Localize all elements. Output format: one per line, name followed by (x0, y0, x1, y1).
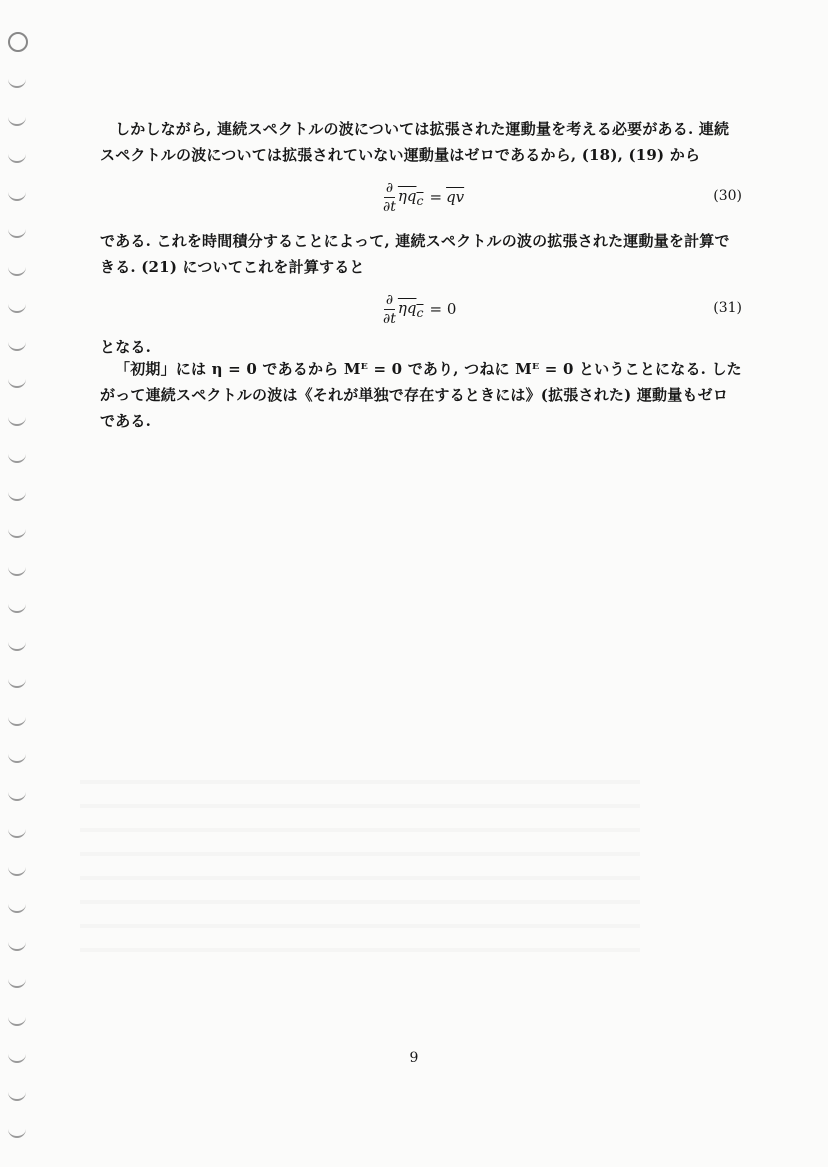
binder-hole (8, 32, 28, 52)
fraction-numerator: ∂ (385, 291, 394, 308)
binder-hole (8, 489, 26, 501)
binder-hole (8, 414, 26, 426)
paragraph-4: 「初期」には η = 0 であるから Mᴱ = 0 であり, つねに Mᴱ = 0 ということになる. したがって連続スペクトルの波は《それが単独で存在するときには》(拡張された) 運動量もゼロである. (100, 360, 742, 430)
equation-body (383, 284, 456, 334)
binder-hole (8, 901, 26, 913)
binder-hole (8, 376, 26, 388)
binder-hole (8, 339, 26, 351)
equation-31 (0, 284, 828, 334)
binder-hole (8, 601, 26, 613)
lhs-term: ηq (397, 298, 417, 317)
equation-body (383, 172, 464, 222)
overlined-term (398, 187, 424, 208)
binder-hole (8, 976, 26, 988)
equation-number: (30) (713, 188, 742, 204)
binder-hole (8, 76, 26, 88)
lhs-term: ηq (397, 186, 417, 205)
bleed-through-shadow (80, 760, 640, 960)
rhs-term: = 0 (429, 300, 457, 318)
equation-30 (0, 172, 828, 222)
binder-hole (8, 864, 26, 876)
paragraph-3: となる. (100, 338, 152, 356)
equals-sign: = (429, 188, 443, 206)
rhs-term: $\overline{qv}$ (446, 188, 465, 206)
binder-hole (8, 151, 26, 163)
fraction-denominator: ∂t (383, 198, 396, 215)
binder-hole (8, 676, 26, 688)
page-number: 9 (409, 1050, 419, 1066)
binder-hole (8, 451, 26, 463)
overlined-term (398, 299, 424, 320)
binder-hole (8, 639, 26, 651)
binder-hole (8, 1014, 26, 1026)
binder-hole (8, 939, 26, 951)
binder-hole (8, 1089, 26, 1101)
binder-hole (8, 264, 26, 276)
fraction-denominator: ∂t (383, 310, 396, 327)
partial-derivative (383, 291, 396, 328)
fraction-numerator: ∂ (385, 179, 394, 196)
binder-hole (8, 826, 26, 838)
binder-hole (8, 114, 26, 126)
lhs-subscript: c (416, 304, 424, 320)
binder-hole (8, 564, 26, 576)
paragraph-2: である. これを時間積分することによって, 連続スペクトルの波の拡張された運動量を計算できる. (21) についてこれを計算すると (100, 232, 730, 276)
binder-hole (8, 789, 26, 801)
equation-number: (31) (713, 300, 742, 316)
binder-hole (8, 226, 26, 238)
binder-hole (8, 751, 26, 763)
binder-hole (8, 714, 26, 726)
binder-hole (8, 526, 26, 538)
partial-derivative (383, 179, 396, 216)
binder-hole (8, 1126, 26, 1138)
lhs-subscript: c (416, 192, 424, 208)
paragraph-1: しかしながら, 連続スペクトルの波については拡張された運動量を考える必要がある. 連続スペクトルの波については拡張されていない運動量はゼロであるから, (18), (19) から (100, 120, 730, 164)
